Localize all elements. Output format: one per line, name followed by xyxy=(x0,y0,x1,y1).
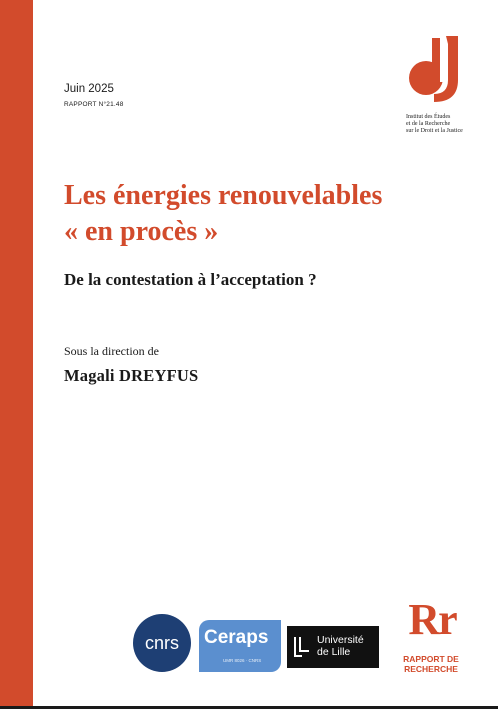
cnrs-logo xyxy=(133,614,191,672)
report-subtitle: De la contestation à l’acceptation ? xyxy=(64,270,317,289)
report-number: RAPPORT N°21.48 xyxy=(64,101,124,108)
series-label-line: RECHERCHE xyxy=(404,664,458,674)
cnrs-logo-text: cnrs xyxy=(144,632,179,653)
title-line: Les énergies renouvelables xyxy=(64,180,383,211)
ulille-text-line: de Lille xyxy=(317,645,351,658)
ulille-mark-icon xyxy=(293,636,311,658)
series-label-line: RAPPORT DE xyxy=(403,654,459,664)
institute-name xyxy=(406,114,463,135)
title-line: « en procès » xyxy=(64,216,219,247)
rapport-de-recherche-logo: Rr xyxy=(408,595,456,644)
institute-name-line: et de la Recherche xyxy=(406,121,451,127)
institute-logo-icon xyxy=(402,32,472,110)
left-color-band xyxy=(0,0,33,709)
institute-name-line: Institut des Études xyxy=(406,114,451,120)
ceraps-logo-text: Ceraps xyxy=(204,627,269,648)
ulille-logo-text xyxy=(317,635,364,658)
direction-label: Sous la direction de xyxy=(64,344,159,358)
ceraps-logo xyxy=(199,620,281,672)
institute-name-line: sur le Droit et la Justice xyxy=(406,128,463,134)
universite-de-lille-logo xyxy=(287,626,379,668)
author-name: Magali DREYFUS xyxy=(64,366,199,385)
ulille-text-line: Université xyxy=(317,634,364,646)
report-title xyxy=(64,178,484,250)
publication-date: Juin 2025 xyxy=(64,83,114,95)
ceraps-logo-subtext: UMR 8026 · CNRS xyxy=(223,658,262,663)
rapport-de-recherche-label xyxy=(395,654,467,674)
